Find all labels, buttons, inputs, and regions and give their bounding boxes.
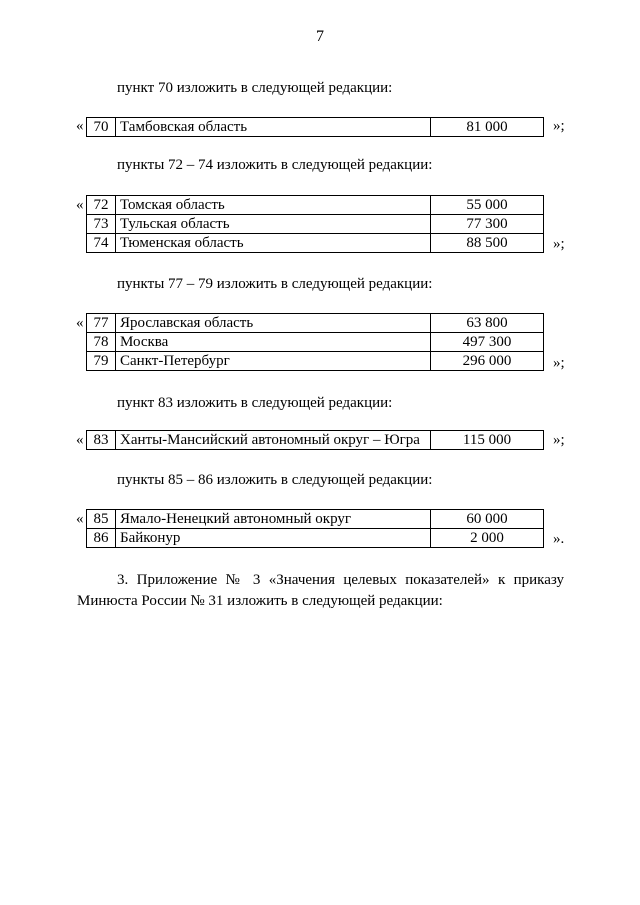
close-quote: ». [553,531,565,547]
row-number: 85 [87,510,116,529]
close-quote: »; [553,118,565,134]
table-row [87,314,544,333]
open-quote: « [76,315,84,331]
section-intro: пункты 77 – 79 изложить в следующей редакции: [117,276,433,292]
row-number: 77 [87,314,116,333]
amount-table [86,195,544,253]
region-name: Тюменская область [116,234,431,253]
close-quote: »; [553,355,565,371]
row-number: 83 [87,431,116,450]
section-intro: пункт 83 изложить в следующей редакции: [117,395,393,411]
row-number: 78 [87,333,116,352]
region-name: Санкт-Петербург [116,352,431,371]
closing-line-2: Минюста России № 31 изложить в следующей редакции: [77,593,443,609]
amount-table [86,509,544,548]
section-intro: пункты 85 – 86 изложить в следующей редакции: [117,472,433,488]
amount-table [86,117,544,137]
table-row [87,118,544,137]
amount-value: 88 500 [431,234,544,253]
table-row [87,196,544,215]
section-intro: пункт 70 изложить в следующей редакции: [117,80,393,96]
open-quote: « [76,511,84,527]
row-number: 72 [87,196,116,215]
table-row [87,431,544,450]
amount-table [86,430,544,450]
open-quote: « [76,432,84,448]
amount-value: 55 000 [431,196,544,215]
amount-value: 296 000 [431,352,544,371]
amount-value: 77 300 [431,215,544,234]
amount-value: 115 000 [431,431,544,450]
open-quote: « [76,197,84,213]
region-name: Ханты-Мансийский автономный округ – Югра [116,431,431,450]
table-row [87,215,544,234]
closing-line-1: 3. Приложение № 3 «Значения целевых показателей» к приказу [117,572,564,588]
table-row [87,510,544,529]
table-row [87,333,544,352]
amount-value: 2 000 [431,529,544,548]
region-name: Байконур [116,529,431,548]
amount-value: 81 000 [431,118,544,137]
region-name: Ярославская область [116,314,431,333]
row-number: 79 [87,352,116,371]
row-number: 73 [87,215,116,234]
table-row [87,529,544,548]
row-number: 74 [87,234,116,253]
amount-value: 60 000 [431,510,544,529]
region-name: Ямало-Ненецкий автономный округ [116,510,431,529]
row-number: 70 [87,118,116,137]
region-name: Тульская область [116,215,431,234]
close-quote: »; [553,236,565,252]
close-quote: »; [553,432,565,448]
region-name: Томская область [116,196,431,215]
region-name: Москва [116,333,431,352]
amount-value: 63 800 [431,314,544,333]
section-intro: пункты 72 – 74 изложить в следующей редакции: [117,157,433,173]
page-number: 7 [316,28,324,45]
region-name: Тамбовская область [116,118,431,137]
table-row [87,352,544,371]
row-number: 86 [87,529,116,548]
amount-table [86,313,544,371]
open-quote: « [76,118,84,134]
amount-value: 497 300 [431,333,544,352]
table-row [87,234,544,253]
closing-paragraph [77,570,564,612]
